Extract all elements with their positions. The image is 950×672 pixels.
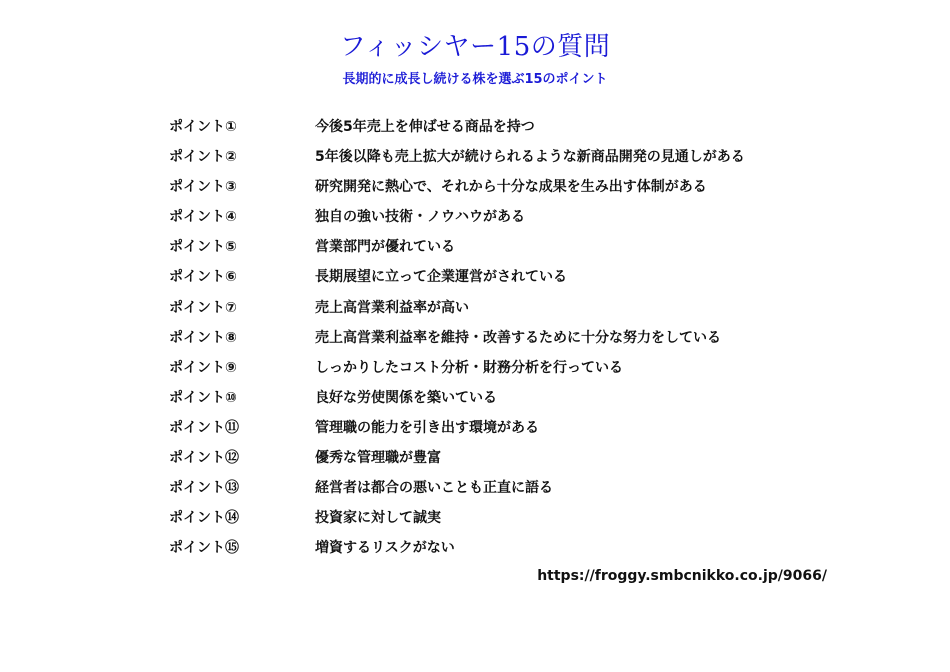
point-text: 売上高営業利益率が高い	[315, 299, 469, 316]
point-label: ポイント①	[169, 119, 237, 135]
point-text: 増資するリスクがない	[315, 540, 455, 557]
point-text: 売上高営業利益率を維持・改善するために十分な努力をしている	[315, 329, 721, 346]
point-label: ポイント⑫	[169, 450, 239, 467]
point-text: 優秀な管理職が豊富	[315, 450, 441, 467]
point-label: ポイント⑪	[169, 419, 239, 436]
list-item	[0, 203, 950, 233]
point-label: ポイント②	[169, 149, 237, 166]
list-item	[0, 354, 950, 384]
point-text: 独自の強い技術・ノウハウがある	[315, 209, 525, 226]
point-label: ポイント⑦	[169, 299, 237, 316]
point-text: 投資家に対して誠実	[315, 510, 441, 527]
point-text: 長期展望に立って企業運営がされている	[315, 269, 567, 286]
list-item	[0, 414, 950, 444]
list-item	[0, 294, 950, 324]
list-item	[0, 504, 950, 534]
point-text: 5年後以降も売上拡大が続けられるような新商品開発の見通しがある	[315, 149, 745, 166]
list-item	[0, 324, 950, 354]
point-label: ポイント⑩	[169, 389, 237, 406]
point-label: ポイント⑬	[169, 480, 239, 497]
list-item	[0, 263, 950, 293]
points-list	[0, 113, 950, 564]
point-label: ポイント⑮	[169, 540, 239, 557]
point-text: しっかりしたコスト分析・財務分析を行っている	[315, 359, 623, 376]
source-url: https://froggy.smbcnikko.co.jp/9066/	[537, 568, 827, 584]
point-label: ポイント④	[169, 209, 237, 226]
list-item	[0, 113, 950, 143]
point-text: 経営者は都合の悪いことも正直に語る	[315, 480, 553, 497]
list-item	[0, 384, 950, 414]
page-title: フィッシヤー15の質問	[339, 32, 611, 62]
page-subtitle: 長期的に成長し続ける株を選ぶ15のポイント	[342, 72, 608, 87]
point-label: ポイント⑧	[169, 329, 237, 346]
point-text: 研究開発に熱心で、それから十分な成果を生み出す体制がある	[315, 179, 707, 196]
point-label: ポイント③	[169, 179, 237, 196]
list-item	[0, 233, 950, 263]
point-label: ポイント⑥	[169, 269, 237, 286]
point-text: 今後5年売上を伸ばせる商品を持つ	[315, 119, 535, 135]
point-label: ポイント⑤	[169, 239, 237, 256]
point-label: ポイント⑭	[169, 510, 239, 527]
list-item	[0, 143, 950, 173]
point-text: 営業部門が優れている	[315, 239, 455, 256]
point-label: ポイント⑨	[169, 359, 237, 376]
list-item	[0, 534, 950, 564]
list-item	[0, 173, 950, 203]
list-item	[0, 474, 950, 504]
point-text: 良好な労使関係を築いている	[315, 389, 497, 406]
point-text: 管理職の能力を引き出す環境がある	[315, 419, 539, 436]
list-item	[0, 444, 950, 474]
